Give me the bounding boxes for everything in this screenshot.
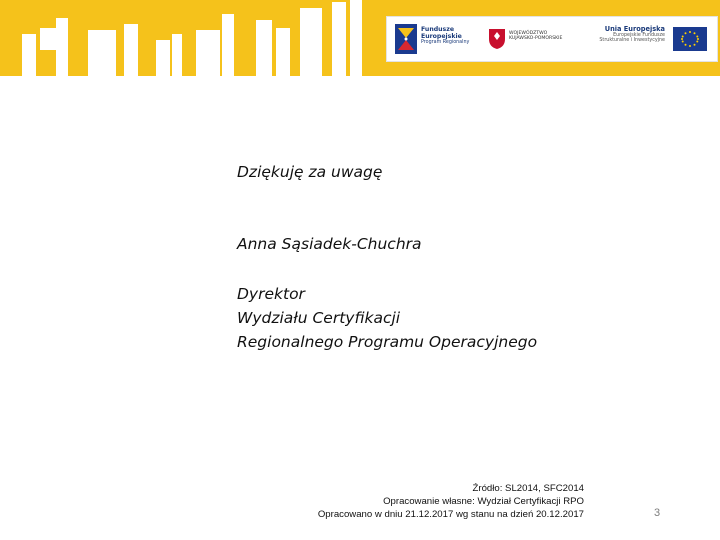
source-note bbox=[318, 482, 584, 521]
fe-sub: Program Regionalny bbox=[421, 40, 470, 45]
fe-line-2: Europejskie bbox=[421, 32, 462, 40]
ue-line: Unia Europejska bbox=[604, 25, 665, 33]
eu-flag-icon bbox=[673, 27, 707, 51]
author-title bbox=[237, 282, 537, 354]
voivodeship-coat-of-arms-icon bbox=[489, 29, 505, 49]
banner-decor-block bbox=[256, 20, 272, 76]
fundusze-europejskie-logo bbox=[393, 17, 481, 61]
author-title-line: Dyrektor bbox=[237, 285, 305, 303]
source-line: Źródło: SL2014, SFC2014 bbox=[472, 483, 584, 494]
kp-line-2: KUJAWSKO-POMORSKIE bbox=[509, 35, 563, 41]
source-line: Opracowanie własne: Wydział Certyfikacji RPO bbox=[383, 496, 584, 507]
kujawsko-pomorskie-logo bbox=[487, 17, 587, 61]
banner-decor-block bbox=[332, 2, 346, 76]
ue-sub-1: Europejskie Fundusze bbox=[613, 32, 665, 38]
fe-line-1: Fundusze bbox=[421, 26, 455, 33]
ue-sub-2: Strukturalne i Inwestycyjne bbox=[599, 37, 665, 43]
author-title-line: Regionalnego Programu Operacyjnego bbox=[237, 333, 538, 351]
header-banner bbox=[0, 0, 720, 76]
banner-decor-block bbox=[124, 24, 138, 76]
thanks-text: Dziękuję za uwagę bbox=[237, 163, 383, 181]
banner-decor-block bbox=[22, 34, 36, 76]
banner-decor-block bbox=[276, 28, 290, 76]
logo-bar bbox=[386, 16, 718, 62]
kp-line-1: WOJEWÓDZTWO bbox=[509, 31, 548, 36]
author-title-line: Wydziału Certyfikacji bbox=[237, 309, 401, 327]
banner-decor-block bbox=[88, 30, 116, 76]
banner-decor-block bbox=[156, 40, 170, 76]
unia-europejska-logo bbox=[593, 17, 713, 61]
source-line: Opracowano w dniu 21.12.2017 wg stanu na dzień 20.12.2017 bbox=[317, 509, 584, 520]
banner-decor-block bbox=[350, 0, 362, 76]
banner-decor-block bbox=[56, 18, 68, 76]
page-number: 3 bbox=[654, 507, 661, 519]
banner-decor-block bbox=[300, 8, 322, 76]
fundusze-europejskie-emblem-icon bbox=[395, 24, 417, 54]
banner-decor-block bbox=[40, 28, 56, 50]
banner-decor-block bbox=[172, 34, 182, 76]
banner-decor-block bbox=[196, 30, 220, 76]
author-name: Anna Sąsiadek-Chuchra bbox=[237, 235, 422, 253]
banner-decor-block bbox=[222, 14, 234, 76]
